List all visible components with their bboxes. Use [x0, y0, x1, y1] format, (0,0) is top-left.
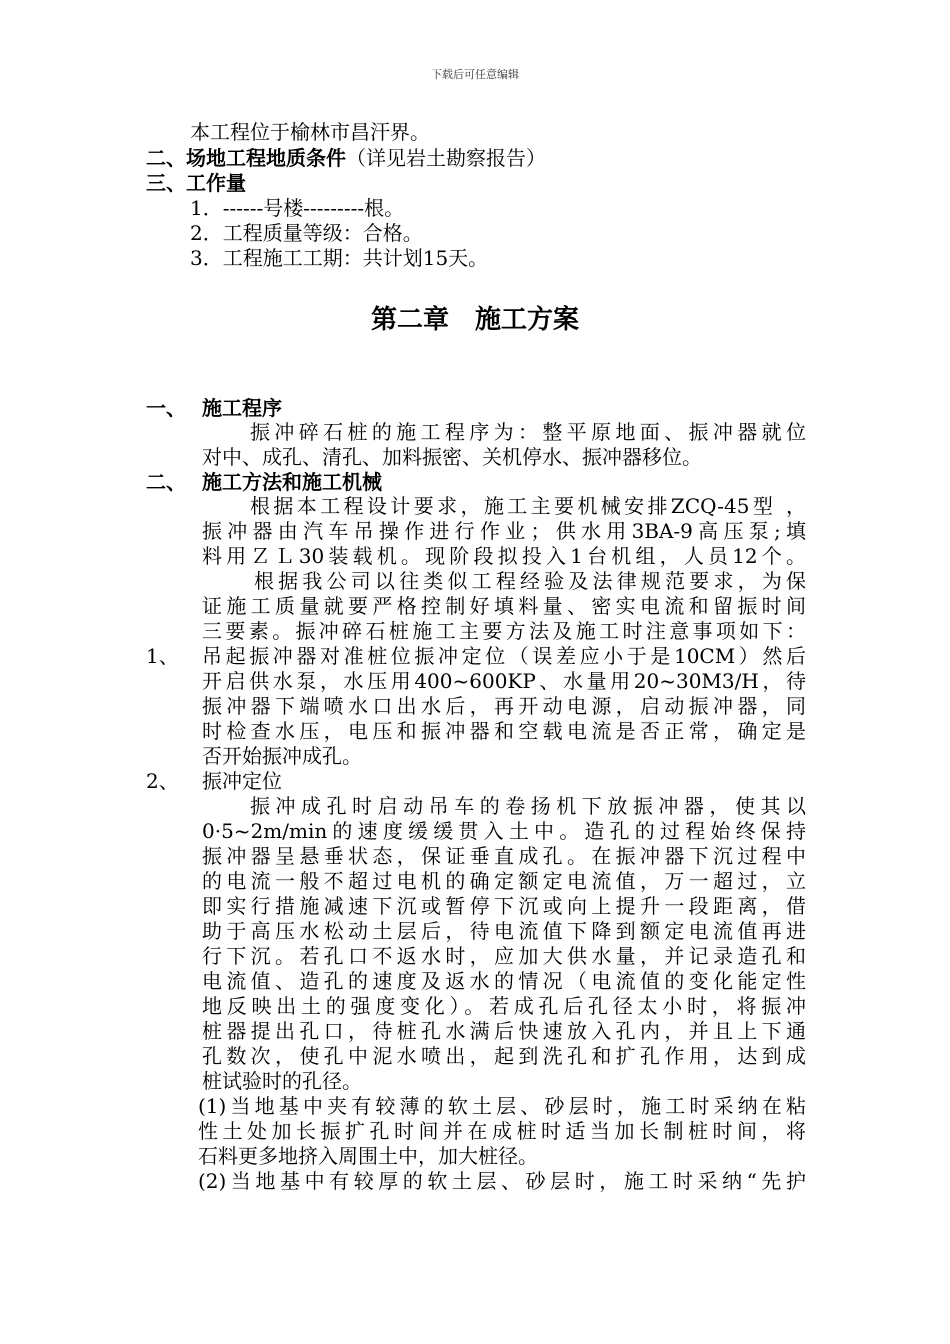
sec1-title: 施工程序	[202, 396, 282, 420]
item2-line-8: 电流值、造孔的速度及返水的情况（电流值的变化能定性	[202, 969, 806, 993]
item1-line-5: 否开始振冲成孔。	[202, 744, 362, 768]
sec2-para1-line-1: 根据本工程设计要求，施工主要机械安排ZCQ-45型 ，	[250, 494, 806, 518]
sec2-title: 施工方法和施工机械	[202, 470, 382, 494]
item2-sub1-line-1: (1)当地基中夹有较薄的软土层、砂层时，施工时采纳在粘	[198, 1094, 806, 1118]
item2-line-7: 行下沉。若孔口不返水时，应加大供水量，并记录造孔和	[202, 944, 806, 968]
item2-line-11: 孔数次，使孔中泥水喷出，起到洗孔和扩孔作用，达到成	[202, 1044, 806, 1068]
item1-line-1: 吊起振冲器对准桩位振冲定位（误差应小于是10CM）然后	[202, 644, 806, 668]
location-text: 本工程位于榆林市昌汗界。	[190, 120, 430, 144]
heading-geology	[146, 146, 546, 170]
sec2-number: 二、	[146, 470, 186, 494]
sec2-para1-line-2: 振冲器由汽车吊操作进行作业；供水用3BA-9高压泵;填	[202, 519, 806, 543]
item1-line-2: 开启供水泵，水压用400~600KP、水量用20~30M3/H，待	[202, 669, 806, 693]
heading-geology-note: （详见岩土勘察报告）	[346, 146, 546, 170]
item2-line-9: 地反映出土的强度变化）。若成孔后孔径太小时，将振冲	[202, 994, 806, 1018]
item2-line-1: 振冲成孔时启动吊车的卷扬机下放振冲器，使其以	[250, 794, 806, 818]
item2-sub1-line-2: 性土处加长振扩孔时间并在成桩时适当加长制桩时间，将	[198, 1119, 806, 1143]
item2-line-12: 桩试验时的孔径。	[202, 1069, 362, 1093]
heading-workload: 三、工作量	[146, 171, 246, 195]
item2-line-2: 0·5~2m/min的速度缓缓贯入土中。造孔的过程始终保持	[202, 819, 806, 843]
heading-geology-bold: 二、场地工程地质条件	[146, 146, 346, 170]
item1-line-4: 时检查水压，电压和振冲器和空载电流是否正常，确定是	[202, 719, 806, 743]
item1-line-3: 振冲器下端喷水口出水后，再开动电源，启动振冲器，同	[202, 694, 806, 718]
item2-title: 振冲定位	[202, 769, 282, 793]
item2-line-4: 的电流一般不超过电机的确定额定电流值，万一超过，立	[202, 869, 806, 893]
sec1-line-1: 振冲碎石桩的施工程序为：整平原地面、振冲器就位	[250, 420, 806, 444]
item2-line-10: 桩器提出孔口，待桩孔水满后快速放入孔内，并且上下通	[202, 1019, 806, 1043]
sec2-para1-line-3: 料用ＺＬ30装载机。现阶段拟投入1台机组，人员12个。	[202, 544, 806, 568]
workload-item-3: 3．工程施工工期：共计划15天。	[190, 246, 489, 270]
page-header: 下载后可任意编辑	[431, 68, 519, 81]
item2-line-6: 助于高压水松动土层后，待电流值下降到额定电流值再进	[202, 919, 806, 943]
workload-item-1: 1．------号楼---------根。	[190, 196, 405, 220]
sec2-para2-line-3: 三要素。振冲碎石桩施工主要方法及施工时注意事项如下：	[202, 619, 806, 643]
workload-item-2: 2．工程质量等级：合格。	[190, 221, 423, 245]
chapter-title: 第二章 施工方案	[370, 305, 579, 335]
item2-line-5: 即实行措施减速下沉或暂停下沉或向上提升一段距离，借	[202, 894, 806, 918]
item1-number: 1、	[146, 644, 179, 668]
sec1-line-2: 对中、成孔、清孔、加料振密、关机停水、振冲器移位。	[202, 445, 702, 469]
item2-sub2-line-1: (2)当地基中有较厚的软土层、砂层时，施工时采纳“先护	[198, 1169, 806, 1193]
sec1-number: 一、	[146, 396, 186, 420]
sec2-para2-line-2: 证施工质量就要严格控制好填料量、密实电流和留振时间	[202, 594, 806, 618]
sec2-para2-line-1: 根据我公司以往类似工程经验及法律规范要求，为保	[254, 569, 806, 593]
item2-number: 2、	[146, 769, 179, 793]
item2-line-3: 振冲器呈悬垂状态，保证垂直成孔。在振冲器下沉过程中	[202, 844, 806, 868]
item2-sub1-line-3: 石料更多地挤入周围土中，加大桩径。	[198, 1144, 538, 1168]
